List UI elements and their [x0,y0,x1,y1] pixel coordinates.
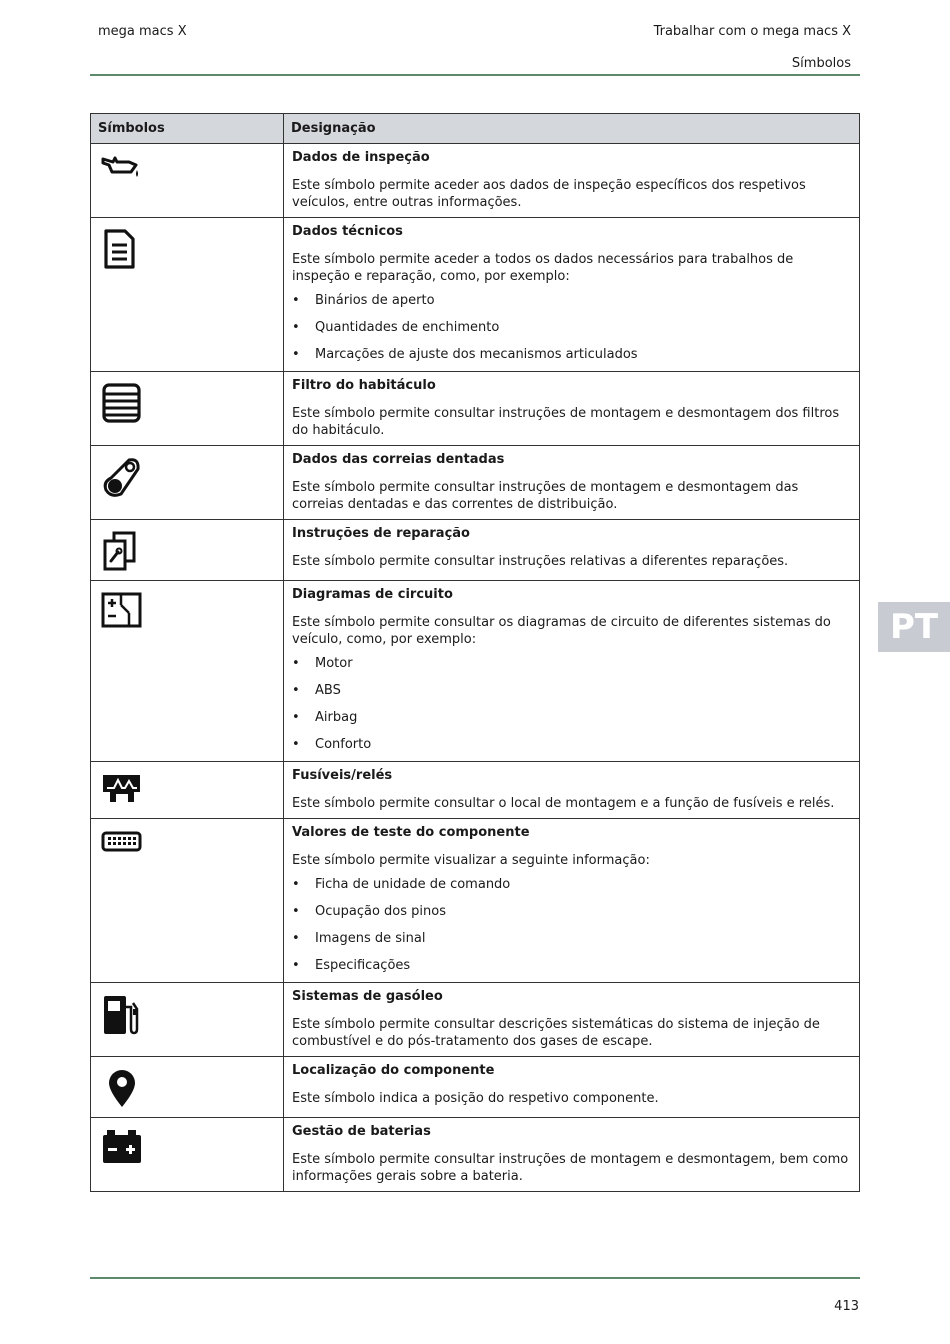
table-row [91,372,860,446]
designation-cell [284,372,860,446]
symbol-cell [91,520,284,581]
symbol-cell [91,218,284,372]
symbol-cell [91,1118,284,1192]
list-item: • Motor [292,655,851,672]
symbol-title: Dados das correias dentadas [292,452,505,467]
page-number: 413 [834,1299,859,1314]
table-row [91,520,860,581]
symbol-title: Fusíveis/relés [292,768,393,783]
list-item: • Quantidades de enchimento [292,319,851,336]
designation-cell [284,581,860,762]
symbol-cell [91,581,284,762]
table-row [91,144,860,218]
diesel-pump-icon [101,993,141,1037]
table-row [91,581,860,762]
symbol-cell [91,144,284,218]
symbol-title: Diagramas de circuito [292,587,453,602]
component-test-icon [101,829,143,855]
symbol-title: Localização do componente [292,1063,495,1078]
designation-cell [284,520,860,581]
document-icon [101,228,137,270]
symbol-title: Dados de inspeção [292,150,430,165]
header-divider [90,74,860,76]
header-section-title: Símbolos [791,56,851,71]
symbol-description: Este símbolo permite visualizar a seguinte informação: [292,853,650,868]
symbol-title: Dados técnicos [292,224,403,239]
location-pin-icon [101,1067,141,1109]
table-row [91,819,860,983]
list-item: • Binários de aperto [292,292,851,309]
symbol-description: Este símbolo permite consultar o local de montagem e a função de fusíveis e relés. [292,796,835,811]
list-item: • ABS [292,682,851,699]
symbol-description: Este símbolo permite consultar descrições sistemáticas do sistema de injeção de combustível e do pós-tratamento dos gases de escape. [292,1017,820,1049]
cabin-filter-icon [101,382,143,424]
bullet-list [292,292,851,363]
designation-cell [284,144,860,218]
list-item: • Marcações de ajuste dos mecanismos articulados [292,346,851,363]
symbol-cell [91,762,284,819]
designation-cell [284,762,860,819]
column-header-symbols: Símbolos [91,114,284,144]
symbol-description: Este símbolo permite aceder aos dados de inspeção específicos dos respetivos veículos, entre outras informações. [292,178,806,210]
symbol-description: Este símbolo permite consultar instruções de montagem e desmontagem dos filtros do habitáculo. [292,406,840,438]
language-tab: PT [878,602,950,652]
table-row [91,218,860,372]
list-item: • Ficha de unidade de comando [292,876,851,893]
list-item: • Imagens de sinal [292,930,851,947]
column-header-designation: Designação [284,114,860,144]
symbol-title: Sistemas de gasóleo [292,989,443,1004]
circuit-diagram-icon [101,591,143,629]
symbol-title: Filtro do habitáculo [292,378,436,393]
table-row [91,446,860,520]
oil-can-icon [101,154,143,180]
table-header-row [91,114,860,144]
header-product-name: mega macs X [98,24,187,39]
designation-cell [284,446,860,520]
designation-cell [284,218,860,372]
designation-cell [284,1118,860,1192]
symbol-description: Este símbolo indica a posição do respetivo componente. [292,1091,659,1106]
table-row [91,1057,860,1118]
fuse-relay-icon [101,772,143,804]
table-row [91,762,860,819]
designation-cell [284,1057,860,1118]
bullet-list [292,876,851,974]
battery-icon [101,1128,143,1166]
table-row [91,983,860,1057]
symbols-table [90,113,860,1192]
symbol-description: Este símbolo permite aceder a todos os dados necessários para trabalhos de inspeção e reparação, como, por exemplo: [292,252,794,284]
timing-belt-icon [101,456,141,498]
table-row [91,1118,860,1192]
symbol-title: Valores de teste do componente [292,825,530,840]
symbol-cell [91,983,284,1057]
symbol-description: Este símbolo permite consultar instruções de montagem e desmontagem das correias dentadas e das correntes de distribuição. [292,480,799,512]
list-item: • Especificações [292,957,851,974]
list-item: • Conforto [292,736,851,753]
bullet-list [292,655,851,753]
symbol-title: Gestão de baterias [292,1124,431,1139]
symbol-description: Este símbolo permite consultar instruções relativas a diferentes reparações. [292,554,789,569]
symbol-description: Este símbolo permite consultar instruções de montagem e desmontagem, bem como informações gerais sobre a bateria. [292,1152,849,1184]
list-item: • Ocupação dos pinos [292,903,851,920]
repair-instructions-icon [101,530,139,572]
symbol-cell [91,446,284,520]
list-item: • Airbag [292,709,851,726]
symbol-description: Este símbolo permite consultar os diagramas de circuito de diferentes sistemas do veículo, como, por exemplo: [292,615,831,647]
designation-cell [284,983,860,1057]
symbol-cell [91,1057,284,1118]
symbol-cell [91,372,284,446]
header-chapter-title: Trabalhar com o mega macs X [653,24,851,39]
symbol-title: Instruções de reparação [292,526,470,541]
designation-cell [284,819,860,983]
symbol-cell [91,819,284,983]
footer-divider [90,1277,860,1279]
